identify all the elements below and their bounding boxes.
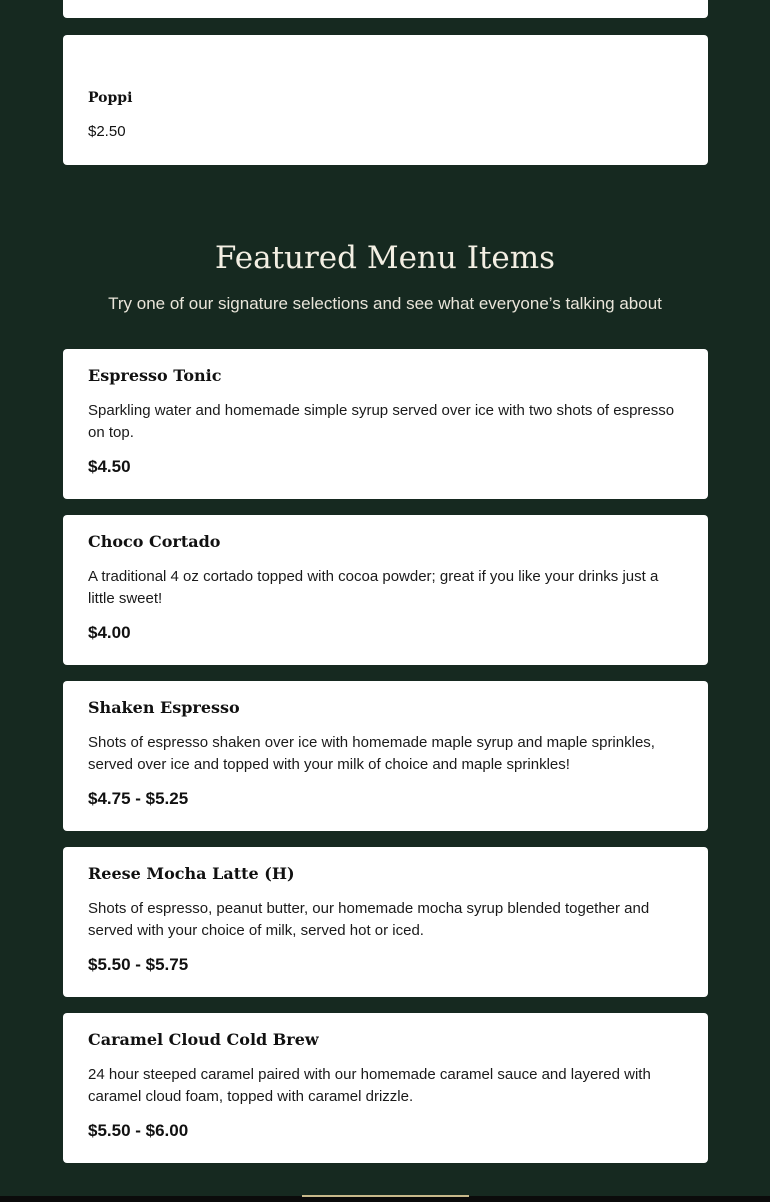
featured-item-price: $4.50	[88, 457, 131, 476]
featured-item-price: $5.50 - $5.75	[88, 955, 189, 974]
featured-item-name: Espresso Tonic	[88, 366, 222, 385]
featured-item-card	[63, 681, 708, 831]
featured-item-description: A traditional 4 oz cortado topped with cocoa powder; great if you like your drinks just a little sweet!	[88, 568, 659, 607]
menu-item-name: Poppi	[88, 90, 133, 106]
featured-item-card	[63, 515, 708, 665]
featured-item-card	[63, 349, 708, 499]
featured-item-price: $4.00	[88, 623, 131, 642]
featured-item-card	[63, 1013, 708, 1163]
menu-item-card-partial	[63, 0, 708, 18]
featured-item-description: Shots of espresso, peanut butter, our homemade mocha syrup blended together and served with your choice of milk, served hot or iced.	[88, 900, 650, 939]
featured-item-description: Sparkling water and homemade simple syrup served over ice with two shots of espresso on top.	[88, 402, 675, 441]
footer-button-edge[interactable]	[302, 1195, 469, 1197]
featured-item-name: Caramel Cloud Cold Brew	[88, 1030, 319, 1049]
featured-item-name: Choco Cortado	[88, 532, 221, 551]
menu-item-price: $2.50	[88, 123, 126, 140]
featured-item-price: $5.50 - $6.00	[88, 1121, 189, 1140]
featured-item-description: 24 hour steeped caramel paired with our homemade caramel sauce and layered with caramel cloud foam, topped with caramel drizzle.	[88, 1066, 651, 1105]
featured-item-card	[63, 847, 708, 997]
featured-item-description: Shots of espresso shaken over ice with homemade maple syrup and maple sprinkles, served over ice and topped with your milk of choice and maple sprinkles!	[88, 734, 655, 773]
featured-section-subtitle: Try one of our signature selections and see what everyone’s talking about	[108, 294, 662, 313]
featured-item-price: $4.75 - $5.25	[88, 789, 189, 808]
featured-item-name: Shaken Espresso	[88, 698, 240, 717]
featured-item-name: Reese Mocha Latte (H)	[88, 864, 295, 883]
featured-section-title: Featured Menu Items	[214, 240, 556, 276]
menu-item-card	[63, 35, 708, 165]
